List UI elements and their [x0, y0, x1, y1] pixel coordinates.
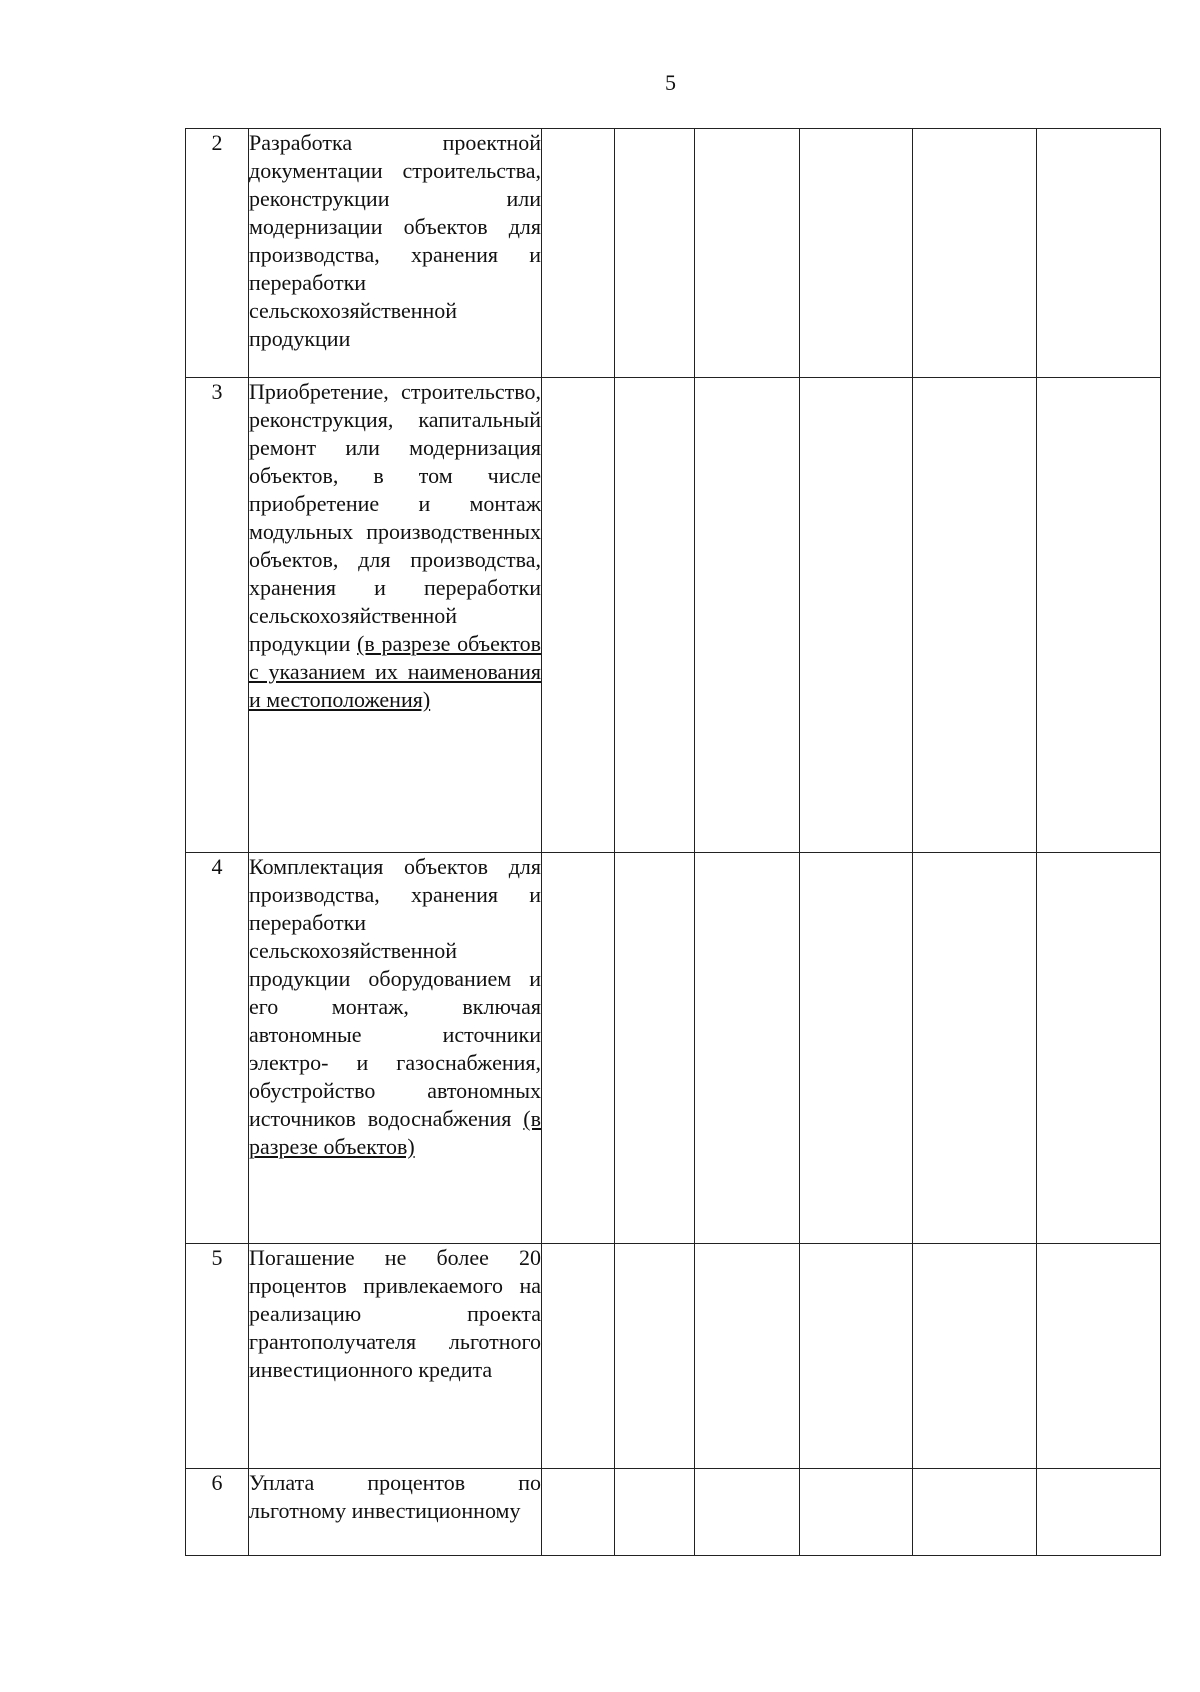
- empty-cell: [615, 1244, 695, 1469]
- empty-cell: [1037, 129, 1161, 378]
- row-number: 5: [186, 1244, 249, 1469]
- empty-cell: [913, 129, 1037, 378]
- row-text: Погашение не более 20 процентов привлекаемого на реализацию проекта грантополучателя льготного инвестиционного кредита: [249, 1245, 541, 1382]
- row-text: Комплектация объектов для производства, хранения и переработки сельскохозяйственной продукции оборудованием и его монтаж, включая автономные источники электро- и газоснабжения, обустройство автономных источников водоснабжения: [249, 854, 541, 1131]
- empty-cell: [615, 853, 695, 1244]
- empty-cell: [800, 1469, 913, 1556]
- empty-cell: [695, 1469, 800, 1556]
- row-number: 6: [186, 1469, 249, 1556]
- empty-cell: [615, 129, 695, 378]
- empty-cell: [1037, 1469, 1161, 1556]
- table-row: [186, 853, 1161, 1244]
- row-note: (в разрезе объектов): [249, 1106, 541, 1159]
- empty-cell: [913, 853, 1037, 1244]
- table-row: [186, 1244, 1161, 1469]
- row-description: [249, 129, 542, 378]
- row-number: 2: [186, 129, 249, 378]
- empty-cell: [800, 129, 913, 378]
- empty-cell: [542, 1469, 615, 1556]
- row-number: 4: [186, 853, 249, 1244]
- empty-cell: [913, 1469, 1037, 1556]
- row-text: Уплата процентов по льготному инвестиционному: [249, 1470, 541, 1523]
- row-description: [249, 853, 542, 1244]
- empty-cell: [542, 129, 615, 378]
- empty-cell: [1037, 378, 1161, 853]
- row-note: (в разрезе объектов с указанием их наименования и местоположения): [249, 631, 541, 712]
- empty-cell: [913, 378, 1037, 853]
- page-number: 5: [665, 70, 676, 95]
- empty-cell: [800, 378, 913, 853]
- row-number: 3: [186, 378, 249, 853]
- table-row: [186, 129, 1161, 378]
- empty-cell: [542, 1244, 615, 1469]
- empty-cell: [615, 1469, 695, 1556]
- empty-cell: [542, 378, 615, 853]
- row-description: [249, 378, 542, 853]
- empty-cell: [800, 1244, 913, 1469]
- row-description: [249, 1244, 542, 1469]
- empty-cell: [913, 1244, 1037, 1469]
- empty-cell: [615, 378, 695, 853]
- row-text: Разработка проектной документации строительства, реконструкции или модернизации объектов для производства, хранения и переработки сельскохозяйственной продукции: [249, 130, 541, 351]
- table-row: [186, 1469, 1161, 1556]
- empty-cell: [695, 129, 800, 378]
- table-row: [186, 378, 1161, 853]
- empty-cell: [695, 1244, 800, 1469]
- empty-cell: [800, 853, 913, 1244]
- empty-cell: [1037, 1244, 1161, 1469]
- empty-cell: [695, 853, 800, 1244]
- row-description: [249, 1469, 542, 1556]
- empty-cell: [542, 853, 615, 1244]
- empty-cell: [1037, 853, 1161, 1244]
- document-table: [185, 128, 1161, 1556]
- empty-cell: [695, 378, 800, 853]
- row-text: Приобретение, строительство, реконструкция, капитальный ремонт или модернизация объектов, в том числе приобретение и монтаж модульных производственных объектов, для производства, хранения и переработки сельскохозяйственной продукции: [249, 379, 541, 656]
